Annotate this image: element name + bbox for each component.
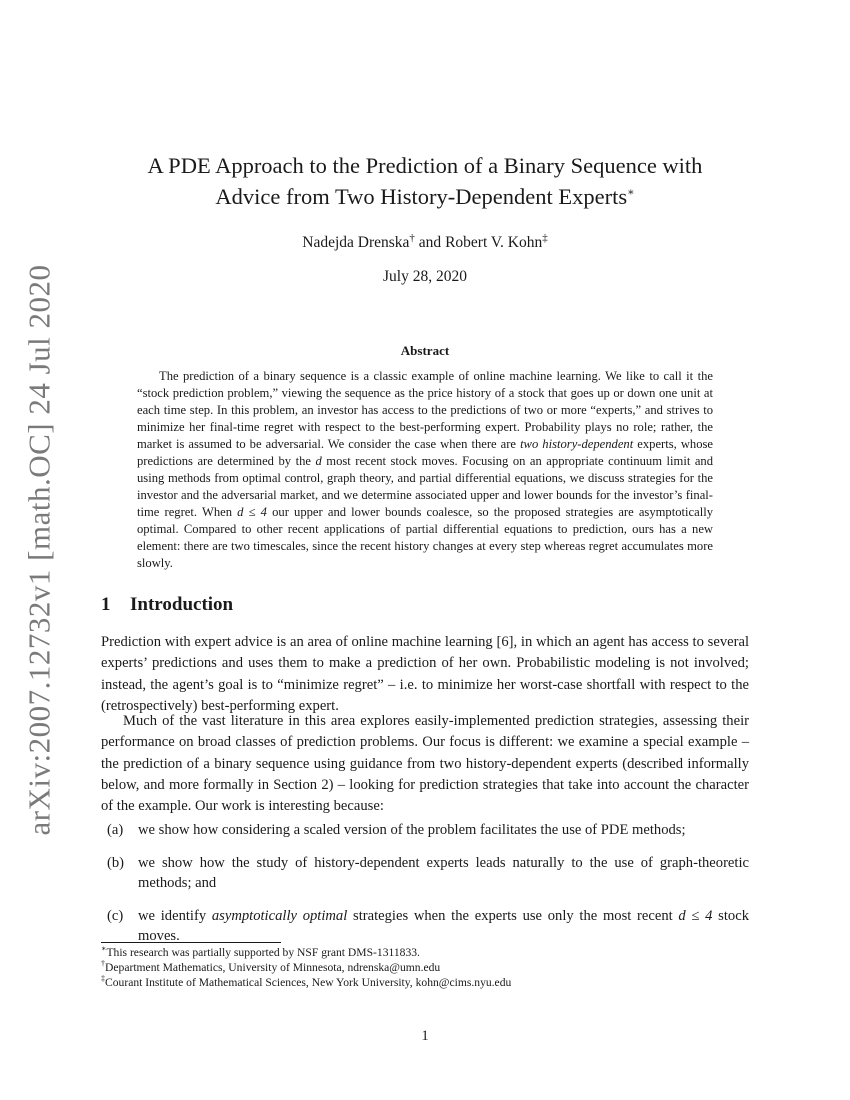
list-item-text: we show how the study of history-dependent experts leads naturally to the use of graph-theoretic methods; and — [138, 854, 749, 891]
author-name: Nadejda Drenska — [302, 234, 410, 251]
list-item-text: we show how considering a scaled version of the problem facilitates the use of PDE methods; — [138, 822, 686, 838]
abstract-text: our upper and lower bounds coalesce, so the proposed strategies are asymptotically optimal. Compared to other recent applications of partial differential equations to prediction, ours has a new element: there are two timescales, since the recent history changes at every step whereas regret accumulates more slowly. — [137, 505, 713, 570]
page-number: 1 — [421, 1028, 429, 1044]
footnote — [101, 946, 749, 961]
footnote-mark: ‡ — [101, 973, 105, 983]
section-title: Introduction — [130, 594, 234, 615]
list-text-fragment: stock moves. — [138, 907, 749, 944]
list-item — [101, 906, 749, 947]
author-connector: and — [414, 234, 446, 251]
list-text-fragment: we identify — [138, 907, 212, 924]
footnote-mark: ∗ — [101, 944, 107, 954]
footnote-text: Courant Institute of Mathematical Sciences, New York University, kohn@cims.nyu.edu — [105, 975, 512, 989]
footnote-text: This research was partially supported by NSF grant DMS-1311833. — [106, 946, 420, 959]
abstract-heading: Abstract — [400, 343, 450, 358]
author-footnote-mark[interactable]: ‡ — [542, 231, 548, 244]
body-paragraph: Prediction with expert advice is an area of online machine learning [6], in which an agent has access to several experts’ predictions and uses them to make a prediction of her own. Probabilistic modeling is not involved; instead, the agent’s goal is to “minimize regret” – i.e. to minimize her worst-case shortfall with respect to the (retrospectively) best-performing expert. — [101, 634, 749, 714]
section-heading — [101, 594, 233, 616]
footnotes — [101, 946, 749, 990]
paper-title — [100, 150, 750, 212]
abstract-text: The prediction of a binary sequence is a classic example of online machine learning. We like to call it the “stock prediction problem,” viewing the sequence as the price history of a stock that goes up or down one unit at each time step. In this problem, an investor has access to the predictions of two or more “experts,” and strives to minimize her final-time regret with respect to the best-performing expert. Probability plays no role; rather, the market is assumed to be adversarial. We consider the case when there are — [137, 369, 713, 451]
list-item — [101, 853, 749, 894]
title-line-1: A PDE Approach to the Prediction of a Binary Sequence with — [147, 153, 703, 178]
author-footnote-mark[interactable]: † — [409, 231, 415, 244]
list-emphasis: asymptotically optimal — [211, 907, 348, 924]
list-marker: (c) — [107, 907, 124, 924]
list-item-text — [138, 906, 749, 947]
contribution-list — [101, 820, 749, 959]
abstract-text: most recent stock moves. Focusing on an appropriate continuum limit and using methods from optimal control, graph theory, and partial differential equations, we discuss strategies for the investor and the adversarial market, and we determine associated upper and lower bounds for the investor’s final-time regret. When — [137, 454, 713, 519]
arxiv-identifier-stamp — [10, 264, 70, 836]
author-list — [100, 231, 750, 252]
math-inequality: d ≤ 4 — [678, 907, 713, 924]
arxiv-identifier-text[interactable]: arXiv:2007.12732v1 [math.OC] 24 Jul 2020 — [22, 264, 58, 836]
publication-date: July 28, 2020 — [383, 268, 467, 285]
section-number: 1 — [101, 594, 111, 615]
footnote-mark: † — [101, 958, 105, 968]
footnote — [101, 958, 749, 976]
list-item — [101, 820, 749, 841]
footnote-rule — [101, 942, 281, 943]
abstract-body — [137, 368, 713, 572]
author-name: Robert V. Kohn — [445, 234, 543, 251]
list-marker: (b) — [107, 854, 125, 871]
list-text-fragment: strategies when the experts use only the most recent — [347, 907, 679, 924]
footnote — [101, 973, 749, 991]
math-variable: d — [315, 454, 322, 468]
title-footnote-mark[interactable]: ∗ — [627, 186, 635, 199]
body-paragraph: Much of the vast literature in this area explores easily-implemented prediction strategies, assessing their performance on broad classes of prediction problems. Our focus is different: we examine a special example – the prediction of a binary sequence using guidance from two history-dependent experts (described informally below, and more formally in Section 2) – looking for prediction strategies that take into account the character of the example. Our work is interesting because: — [101, 713, 749, 815]
list-marker: (a) — [107, 822, 124, 838]
title-line-2: Advice from Two History-Dependent Experts — [215, 184, 628, 209]
footnote-text: Department Mathematics, University of Minnesota, ndrenska@umn.edu — [105, 960, 441, 974]
math-inequality: d ≤ 4 — [237, 505, 267, 519]
abstract-text: experts, whose predictions are determined by the — [137, 437, 714, 468]
abstract-emphasis: two history-dependent — [520, 437, 634, 451]
